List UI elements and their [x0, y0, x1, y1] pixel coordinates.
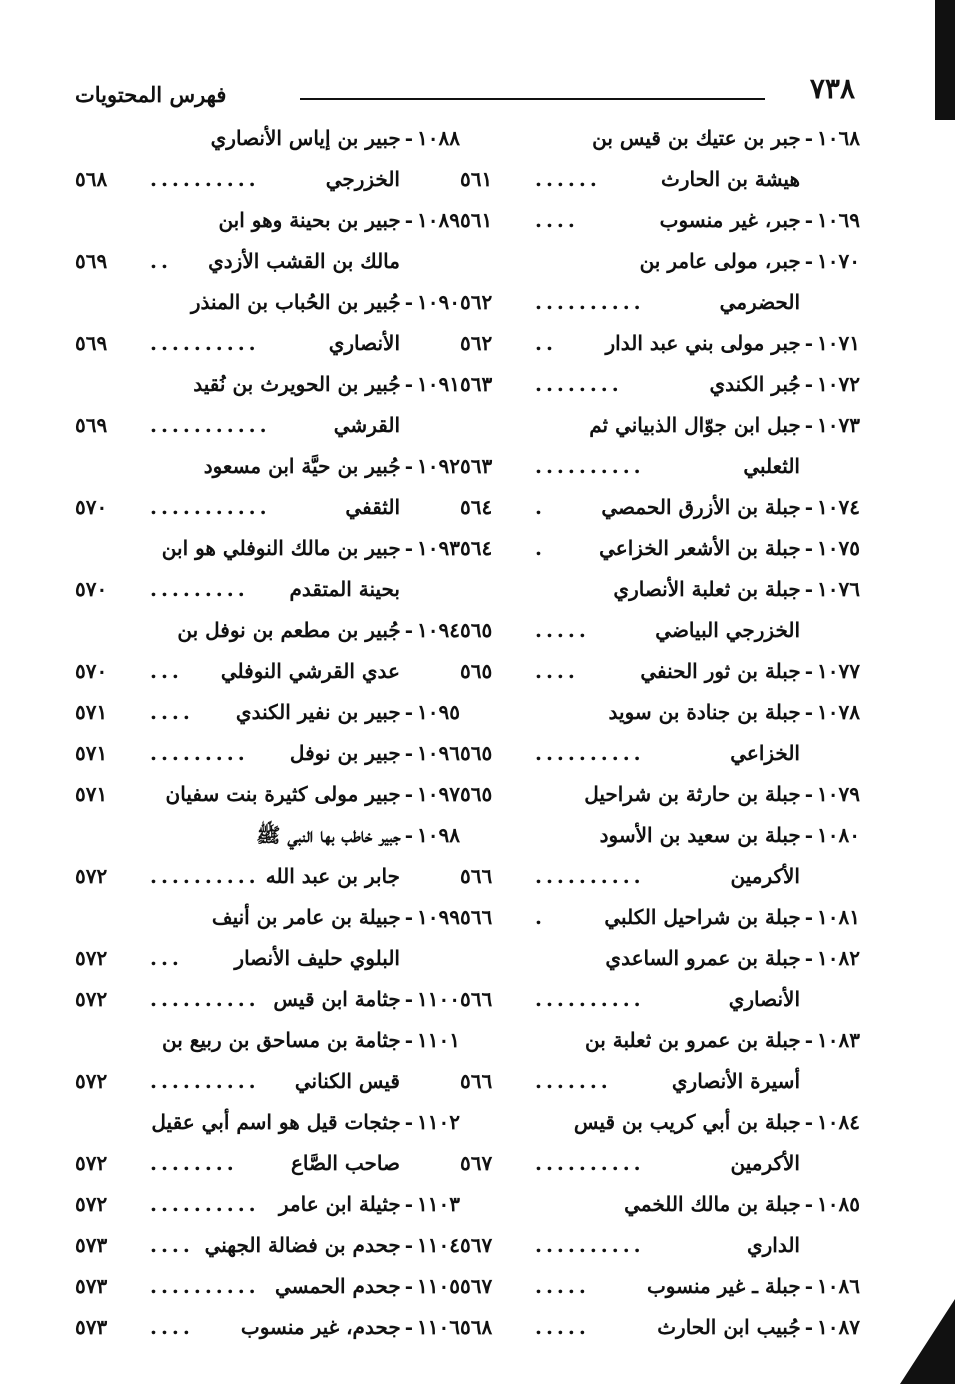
index-line	[75, 610, 460, 651]
entry-page-number: ٥٦٥	[460, 659, 493, 683]
index-line	[75, 1307, 460, 1348]
entry-name: جبلة بن مالك اللخمي	[624, 1192, 801, 1216]
index-line	[75, 897, 460, 938]
index-line	[75, 1020, 460, 1061]
entry-name: جبيلة بن عامر بن أنيف	[211, 905, 401, 929]
entry-dash: -	[804, 413, 814, 437]
index-line	[460, 1225, 860, 1266]
entry-page-number: ٥٧٢	[75, 1192, 108, 1216]
entry-dash: -	[804, 1192, 814, 1216]
index-line	[75, 651, 460, 692]
entry-page-number: ٥٦٩	[75, 331, 108, 355]
entry-name: جُبير بن الحويرث بن نُقيد	[193, 372, 401, 396]
index-line	[460, 610, 860, 651]
entry-name: الثعلبي	[743, 454, 800, 478]
entry-number: ١٠٧٧	[817, 659, 860, 683]
leader-dots: ..........	[150, 1192, 260, 1216]
entry-number: ١٠٩١	[417, 372, 460, 396]
entry-number: ١٠٨٣	[817, 1028, 860, 1052]
entry-page-number: ٥٦٢	[460, 331, 493, 355]
entry-dash: -	[804, 495, 814, 519]
index-line	[460, 405, 860, 446]
entry-number: ١٠٦٨	[817, 126, 860, 150]
entry-dash: -	[404, 741, 414, 765]
index-line	[75, 938, 460, 979]
index-line	[75, 1061, 460, 1102]
entry-dash: -	[404, 1192, 414, 1216]
leader-dots: .....	[535, 1274, 590, 1298]
entry-number: ١٠٩٠	[417, 290, 460, 314]
index-line	[460, 733, 860, 774]
entry-number: ١٠٨٠	[817, 823, 860, 847]
leader-dots: ..........	[150, 167, 260, 191]
entry-name: جُبيب ابن الحارث	[657, 1315, 801, 1339]
index-line	[460, 1061, 860, 1102]
entry-name: جبير خاطب بها النبي ﷺ	[256, 823, 401, 847]
leader-dots: ..........	[535, 864, 645, 888]
leader-dots: ..	[535, 331, 557, 355]
leader-dots: .	[535, 905, 546, 929]
entry-number: ١٠٩٨	[417, 823, 460, 847]
entry-dash: -	[404, 454, 414, 478]
index-line	[460, 1266, 860, 1307]
entry-name: جثيلة ابن عامر	[278, 1192, 401, 1216]
entry-dash: -	[804, 249, 814, 273]
index-line	[75, 323, 460, 364]
leader-dots: .......	[535, 1069, 612, 1093]
entry-number: ١١٠١	[417, 1028, 460, 1052]
entry-name: جُبر الكندي	[709, 372, 801, 396]
entry-name: جابر بن عبد الله	[265, 864, 400, 888]
leader-dots: ....	[150, 1315, 194, 1339]
entry-page-number: ٥٦٤	[460, 536, 493, 560]
entry-name: جبلة ـ غير منسوب	[646, 1274, 801, 1298]
leader-dots: .........	[150, 577, 249, 601]
index-line	[460, 528, 860, 569]
entry-dash: -	[804, 126, 814, 150]
index-line	[460, 897, 860, 938]
index-line	[75, 200, 460, 241]
index-line	[460, 774, 860, 815]
entry-name: جبير بن مالك النوفلي هو ابن	[161, 536, 401, 560]
entry-dash: -	[804, 1274, 814, 1298]
entry-dash: -	[404, 823, 414, 847]
leader-dots: ........	[535, 372, 623, 396]
entry-name: جبلة بن شراحيل الكلبي	[604, 905, 801, 929]
entry-name: جبلة بن أبي كريب بن قيس	[573, 1110, 801, 1134]
index-line	[460, 282, 860, 323]
entry-number: ١٠٨٧	[817, 1315, 860, 1339]
leader-dots: ....	[150, 1233, 194, 1257]
entry-dash: -	[804, 331, 814, 355]
index-line	[460, 118, 860, 159]
index-line	[460, 979, 860, 1020]
entry-page-number: ٥٦٣	[460, 372, 493, 396]
leader-dots: ..........	[535, 290, 645, 314]
entry-number: ١١٠٦	[417, 1315, 460, 1339]
entry-name: جحدم، غير منسوب	[240, 1315, 401, 1339]
leader-dots: ...	[150, 946, 183, 970]
entry-page-number: ٥٦٥	[460, 618, 493, 642]
entry-name: جُبير بن مطعم بن نوفل بن	[177, 618, 401, 642]
index-line	[75, 528, 460, 569]
index-column-right	[460, 118, 860, 1348]
entry-page-number: ٥٧٢	[75, 946, 108, 970]
leader-dots: ..........	[150, 1274, 260, 1298]
index-line	[75, 856, 460, 897]
index-line	[460, 692, 860, 733]
entry-dash: -	[404, 1233, 414, 1257]
entry-number: ١١٠٢	[417, 1110, 460, 1134]
entry-number: ١١٠٤	[417, 1233, 460, 1257]
entry-name: الحضرمي	[719, 290, 800, 314]
leader-dots: ..........	[535, 454, 645, 478]
entry-name: قيس الكناني	[294, 1069, 400, 1093]
entry-dash: -	[404, 372, 414, 396]
entry-name: الثقفي	[345, 495, 400, 519]
entry-page-number: ٥٦٨	[460, 1315, 493, 1339]
leader-dots: ...	[150, 659, 183, 683]
index-line	[75, 1184, 460, 1225]
leader-dots: ..........	[150, 331, 260, 355]
entry-number: ١٠٨٦	[817, 1274, 860, 1298]
entry-number: ١٠٨٨	[417, 126, 460, 150]
entry-dash: -	[804, 372, 814, 396]
entry-page-number: ٥٦٣	[460, 454, 493, 478]
entry-number: ١٠٨٩	[417, 208, 460, 232]
index-line	[75, 159, 460, 200]
index-line	[75, 733, 460, 774]
index-line	[460, 1020, 860, 1061]
entry-name: جبلة بن جنادة بن سويد	[608, 700, 801, 724]
leader-dots: ..........	[535, 987, 645, 1011]
entry-name: جبلة بن حارثة بن شراحيل	[584, 782, 801, 806]
entry-name: هيشة بن الحارث	[660, 167, 800, 191]
leader-dots: ..........	[150, 1069, 260, 1093]
entry-name: جبلة بن ثعلبة الأنصاري	[613, 577, 801, 601]
entry-number: ١٠٧٩	[817, 782, 860, 806]
entry-number: ١٠٩٧	[417, 782, 460, 806]
entry-name: الداري	[746, 1233, 800, 1257]
index-line	[75, 979, 460, 1020]
entry-number: ١٠٩٤	[417, 618, 460, 642]
index-line	[75, 446, 460, 487]
entry-dash: -	[404, 987, 414, 1011]
entry-name: جثامة ابن قيس	[273, 987, 401, 1011]
entry-page-number: ٥٧٢	[75, 1069, 108, 1093]
index-line	[75, 241, 460, 282]
entry-name: جبلة بن سعيد بن الأسود	[599, 823, 801, 847]
entry-dash: -	[804, 1028, 814, 1052]
entry-page-number: ٥٦٨	[75, 167, 108, 191]
entry-page-number: ٥٦٩	[75, 413, 108, 437]
entry-number: ١٠٩٩	[417, 905, 460, 929]
entry-page-number: ٥٧٠	[75, 577, 108, 601]
entry-name: الأنصاري	[728, 987, 800, 1011]
entry-page-number: ٥٧٠	[75, 659, 108, 683]
entry-number: ١١٠٣	[417, 1192, 460, 1216]
entry-name: جبل ابن جوّال الذبياني ثم	[589, 413, 801, 437]
entry-number: ١٠٨٢	[817, 946, 860, 970]
scan-corner-shadow	[900, 1299, 955, 1384]
index-line	[75, 1266, 460, 1307]
index-line	[75, 815, 460, 856]
entry-number: ١٠٦٩	[817, 208, 860, 232]
entry-page-number: ٥٧٠	[75, 495, 108, 519]
leader-dots: .	[535, 495, 546, 519]
index-line	[75, 692, 460, 733]
entry-dash: -	[404, 126, 414, 150]
entry-dash: -	[404, 290, 414, 314]
entry-dash: -	[804, 823, 814, 847]
entry-page-number: ٥٧٣	[75, 1233, 108, 1257]
entry-dash: -	[404, 208, 414, 232]
index-line	[75, 282, 460, 323]
leader-dots: ..........	[535, 741, 645, 765]
entry-page-number: ٥٧١	[75, 700, 108, 724]
leader-dots: ........	[150, 1151, 238, 1175]
entry-dash: -	[404, 536, 414, 560]
leader-dots: ...........	[150, 413, 271, 437]
entry-dash: -	[404, 618, 414, 642]
leader-dots: ..........	[150, 864, 260, 888]
leader-dots: .........	[150, 741, 249, 765]
entry-number: ١٠٧٣	[817, 413, 860, 437]
entry-page-number: ٥٦٥	[460, 782, 493, 806]
entry-number: ١١٠٥	[417, 1274, 460, 1298]
entry-page-number: ٥٦٤	[460, 495, 493, 519]
index-line	[75, 569, 460, 610]
index-line	[460, 487, 860, 528]
entry-dash: -	[804, 208, 814, 232]
index-line	[75, 364, 460, 405]
entry-number: ١٠٧٠	[817, 249, 860, 273]
leader-dots: ..........	[535, 1151, 645, 1175]
entry-number: ١٠٩٢	[417, 454, 460, 478]
entry-name: جثامة بن مساحق بن ربيع بن	[162, 1028, 401, 1052]
entry-number: ١٠٨١	[817, 905, 860, 929]
entry-name: جُبير بن الحُباب بن المنذر	[190, 290, 401, 314]
index-line	[460, 1143, 860, 1184]
entry-page-number: ٥٦٦	[460, 905, 493, 929]
index-line	[75, 405, 460, 446]
entry-dash: -	[804, 536, 814, 560]
entry-name: أسيرة الأنصاري	[671, 1069, 800, 1093]
entry-number: ١٠٨٤	[817, 1110, 860, 1134]
entry-page-number: ٥٦٢	[460, 290, 493, 314]
entry-name: جبلة بن ثور الحنفي	[640, 659, 801, 683]
entry-page-number: ٥٧٢	[75, 864, 108, 888]
entry-name: جبلة بن عمرو بن ثعلبة بن	[585, 1028, 801, 1052]
leader-dots: ..........	[150, 987, 260, 1011]
entry-number: ١٠٧٦	[817, 577, 860, 601]
entry-name: الأنصاري	[328, 331, 400, 355]
leader-dots: ....	[150, 700, 194, 724]
entry-page-number: ٥٧١	[75, 782, 108, 806]
entry-name: جبلة بن الأشعر الخزاعي	[599, 536, 801, 560]
entry-number: ١١٠٠	[417, 987, 460, 1011]
entry-number: ١٠٧٨	[817, 700, 860, 724]
entry-name: جبير بن بحينة وهو ابن	[218, 208, 401, 232]
index-line	[75, 1102, 460, 1143]
index-line	[75, 1143, 460, 1184]
entry-number: ١٠٩٥	[417, 700, 460, 724]
leader-dots: .....	[535, 618, 590, 642]
scan-edge-shadow	[935, 0, 955, 120]
entry-dash: -	[804, 577, 814, 601]
entry-page-number: ٥٧٣	[75, 1274, 108, 1298]
entry-name: الخزاعي	[730, 741, 800, 765]
entry-dash: -	[804, 946, 814, 970]
entry-name: الأكرمين	[730, 1151, 800, 1175]
leader-dots: .....	[535, 1315, 590, 1339]
entry-page-number: ٥٦٧	[460, 1233, 493, 1257]
index-line	[460, 651, 860, 692]
entry-name: جبر مولى بني عبد الدار	[605, 331, 801, 355]
entry-name: جحدم بن فضالة الجهني	[204, 1233, 401, 1257]
entry-name: جبير مولى كثيرة بنت سفيان	[165, 782, 401, 806]
index-line	[460, 856, 860, 897]
entry-name: جبير بن نوفل	[289, 741, 401, 765]
index-line	[460, 938, 860, 979]
entry-name: جبلة بن الأزرق الحمصي	[601, 495, 801, 519]
entry-name: جثجات قيل هو اسم أبي عقيل	[151, 1110, 401, 1134]
entry-page-number: ٥٧٢	[75, 1151, 108, 1175]
leader-dots: ......	[535, 167, 601, 191]
running-title: فهرس المحتويات	[75, 82, 227, 107]
index-line	[460, 446, 860, 487]
entry-page-number: ٥٦٥	[460, 741, 493, 765]
leader-dots: ..........	[535, 1233, 645, 1257]
entry-name: جبر بن عتيك بن قيس بن	[592, 126, 801, 150]
entry-dash: -	[404, 905, 414, 929]
entry-page-number: ٥٦٦	[460, 987, 493, 1011]
entry-dash: -	[404, 782, 414, 806]
entry-name: عدي القرشي النوفلي	[220, 659, 400, 683]
entry-number: ١٠٧١	[817, 331, 860, 355]
entry-name: الأكرمين	[730, 864, 800, 888]
entry-name: البلوي حليف الأنصار	[234, 946, 400, 970]
index-line	[460, 1307, 860, 1348]
entry-number: ١٠٨٥	[817, 1192, 860, 1216]
page-number: ٧٣٨	[809, 72, 855, 105]
entry-name: جبلة بن عمرو الساعدي	[605, 946, 801, 970]
entry-dash: -	[804, 905, 814, 929]
index-line	[460, 569, 860, 610]
entry-name: جبر، غير منسوب	[659, 208, 801, 232]
entry-page-number: ٥٧٣	[75, 1315, 108, 1339]
entry-dash: -	[404, 700, 414, 724]
entry-dash: -	[804, 659, 814, 683]
entry-page-number: ٥٦٧	[460, 1151, 493, 1175]
index-line	[75, 118, 460, 159]
index-line	[460, 200, 860, 241]
entry-name: جحدم الحمسي	[274, 1274, 401, 1298]
entry-dash: -	[804, 1110, 814, 1134]
entry-name: القرشي	[333, 413, 400, 437]
entry-dash: -	[804, 1315, 814, 1339]
entry-number: ١٠٧٢	[817, 372, 860, 396]
entry-number: ١٠٧٤	[817, 495, 860, 519]
entry-name: الخزرجي	[325, 167, 400, 191]
entry-name: بحينة المتقدم	[289, 577, 400, 601]
entry-page-number: ٥٦١	[460, 167, 493, 191]
header-rule	[300, 98, 765, 100]
entry-page-number: ٥٦١	[460, 208, 493, 232]
entry-dash: -	[804, 782, 814, 806]
index-line	[460, 241, 860, 282]
entry-number: ١٠٧٥	[817, 536, 860, 560]
entry-name: جبير بن نفير الكندي	[235, 700, 401, 724]
entry-dash: -	[404, 1110, 414, 1134]
leader-dots: ....	[535, 208, 579, 232]
entry-page-number: ٥٦٦	[460, 864, 493, 888]
entry-name: مالك بن القشب الأزدي	[208, 249, 400, 273]
entry-page-number: ٥٦٩	[75, 249, 108, 273]
index-line	[460, 815, 860, 856]
entry-number: ١٠٩٣	[417, 536, 460, 560]
entry-dash: -	[804, 700, 814, 724]
leader-dots: ....	[535, 659, 579, 683]
entry-name: الخزرجي البياضي	[655, 618, 800, 642]
entry-page-number: ٥٧٢	[75, 987, 108, 1011]
index-column-left	[75, 118, 460, 1348]
entry-dash: -	[404, 1274, 414, 1298]
page-header	[75, 70, 855, 110]
index-line	[460, 323, 860, 364]
entry-name: صاحب الصَّاع	[290, 1151, 400, 1175]
entry-page-number: ٥٦٦	[460, 1069, 493, 1093]
entry-name: جبر، مولى عامر بن	[639, 249, 801, 273]
index-line	[75, 774, 460, 815]
entry-name: جبير بن إياس الأنصاري	[210, 126, 401, 150]
entry-name: جُبير بن حيَّة ابن مسعود	[203, 454, 401, 478]
leader-dots: ...........	[150, 495, 271, 519]
leader-dots: .	[535, 536, 546, 560]
index-line	[460, 364, 860, 405]
entry-page-number: ٥٦٧	[460, 1274, 493, 1298]
leader-dots: ..	[150, 249, 172, 273]
index-line	[75, 487, 460, 528]
index-line	[460, 1102, 860, 1143]
entry-number: ١٠٩٦	[417, 741, 460, 765]
entry-dash: -	[404, 1315, 414, 1339]
index-line	[460, 1184, 860, 1225]
index-line	[460, 159, 860, 200]
entry-page-number: ٥٧١	[75, 741, 108, 765]
entry-dash: -	[404, 1028, 414, 1052]
index-line	[75, 1225, 460, 1266]
